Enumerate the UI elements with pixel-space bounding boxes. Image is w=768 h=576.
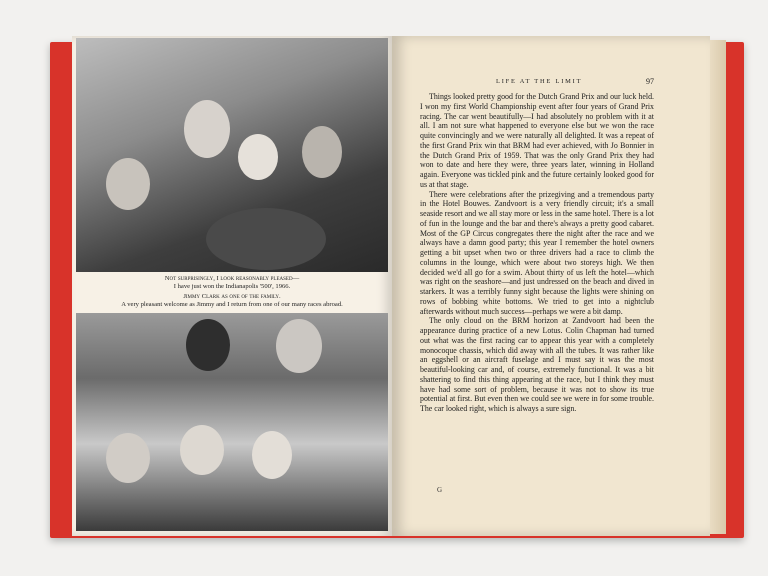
caption-1-line-2: I have just won the Indianapolis '500', 1966. <box>173 283 291 290</box>
page-edges <box>710 40 726 534</box>
body-text <box>420 92 654 414</box>
signature-mark: G <box>437 486 443 494</box>
paragraph-2: There were celebrations after the prizegiving and a tremendous party in the Hotel Bouwes. Zandvoort is a very friendly circuit; it's a small seaside resort and we all stay more or less in the same hotel. There is a lot of fun in the lounge and the bar and there's always a pretty good cabaret. Most of the GP Circus congregates there the night after the race and we always have a damn good party; this year I remember the hotel owners getting a bit upset when two or three drivers had a race to climb the columns in the lounge, which were about two storeys high. We then decided we'd all go for a swim. About thirty of us left the hotel—which was right on the seashore—and just undressed on the beach and dived in starkers. It was a terribly funny sight because the lights were shining on rows of bobbing white bottoms. We tried to get into a nightclub afterwards without much success—perhaps we were a bit damp. <box>420 189 654 316</box>
photo-figure <box>186 319 230 371</box>
photo-figure <box>276 319 322 373</box>
photo-figure <box>252 431 292 479</box>
photo-flowers <box>206 208 326 270</box>
photo-figure <box>184 100 230 158</box>
photo-figure <box>106 158 150 210</box>
caption-2-line-2: A very pleasant welcome as Jimmy and I return from one of our many races abroad. <box>121 301 343 308</box>
photo-figure <box>302 126 342 178</box>
caption-1-line-1: Not surprisingly, I look reasonably pleased— <box>164 275 300 282</box>
photo-figure <box>106 433 150 483</box>
caption-2-line-1: Jimmy Clark as one of the family. <box>183 293 281 300</box>
paragraph-3: The only cloud on the BRM horizon at Zandvoort had been the appearance during practice of a new Lotus. Colin Chapman had turned out what was the first racing car to appear this year with a completely monocoque chassis, which did away with all the tubes. It was rather like an eggshell or an aircraft fuselage and I must say it was the most beautiful-looking car and, of course, extremely functional. It was a bit shattering to find this thing appearing at the race, but I think they must have had some sort of problem, because it was not to show its true potential at first. But even then we could see we were in for some trouble. The car looked right, which is always a sure sign. <box>420 316 654 413</box>
paragraph-1: Things looked pretty good for the Dutch Grand Prix and our luck held. I won my first World Championship event after four years of Grand Prix racing. The car went beautifully—I had absolutely no problem with it at all. I am not sure what happened to everyone else but we won the race quite convincingly and we were naturally all delighted. It was a repeat of the first Grand Prix win that BRM had ever achieved, with Jo Bonnier in the Dutch Grand Prix of 1959. That was the only Grand Prix they had won to date and here they were, three years later, winning in Holland again. Everyone was tickled pink and the future certainly looked good for us at that stage. <box>420 92 654 189</box>
running-head: LIFE AT THE LIMIT <box>496 78 583 85</box>
photo-figure <box>238 134 278 180</box>
caption-2 <box>80 293 384 309</box>
page-number: 97 <box>646 77 654 86</box>
photo-figure <box>180 425 224 475</box>
indianapolis-crowd-photo <box>76 38 388 272</box>
family-welcome-photo <box>76 313 388 531</box>
caption-1 <box>80 275 384 291</box>
